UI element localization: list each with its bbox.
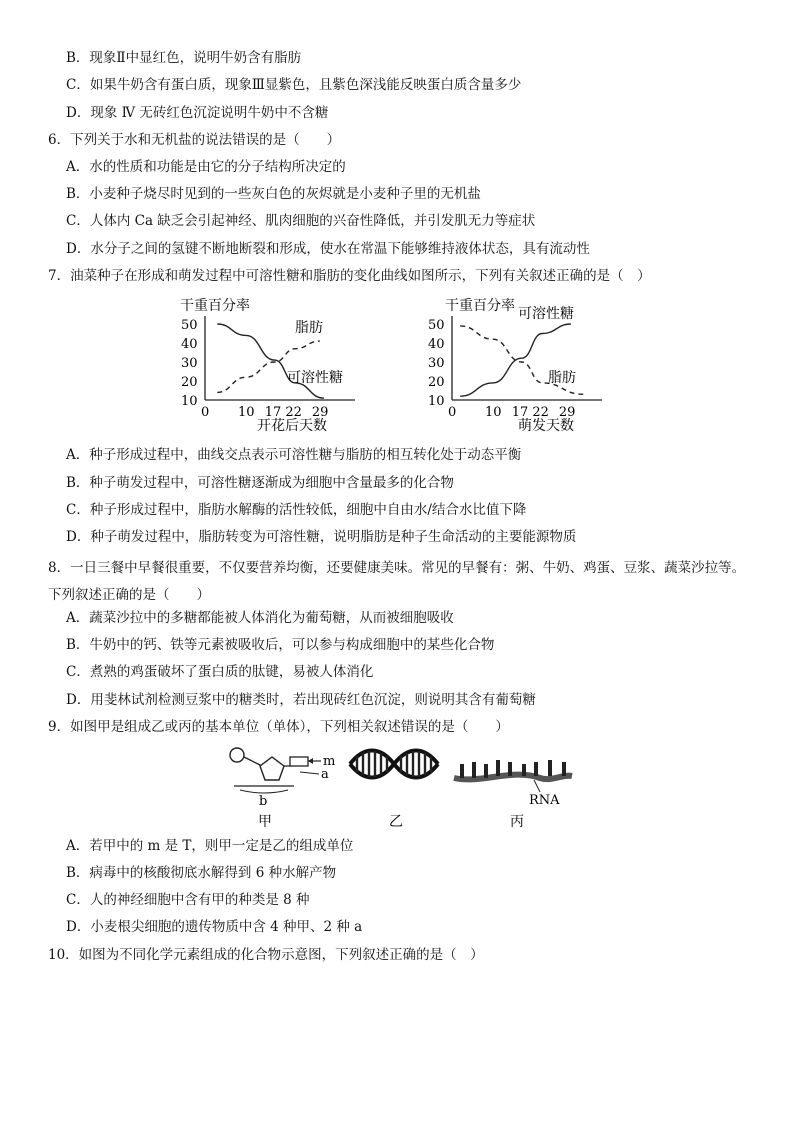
y-tick-label: 40: [428, 337, 445, 352]
q6-stem: 6．下列关于水和无机盐的说法错误的是（ ）: [48, 132, 341, 148]
y-tick-label: 40: [181, 337, 198, 352]
nucleotide-figure: [222, 744, 592, 830]
q7-option-d: D．种子萌发过程中，脂肪转变为可溶性糖，说明脂肪是种子生命活动的主要能源物质: [66, 529, 577, 545]
y-tick-label: 50: [181, 318, 198, 333]
label-jia: 甲: [258, 814, 272, 830]
x-tick-label: 29: [558, 405, 576, 420]
x-tick-label: 0: [201, 405, 210, 420]
q5-option-d: D．现象 Ⅳ 无砖红色沉淀说明牛奶中不含糖: [66, 105, 329, 121]
q8-option-b: B．牛奶中的钙、铁等元素被吸收后，可以参与构成细胞中的某些化合物: [66, 637, 495, 653]
q8-option-c: C．煮熟的鸡蛋破坏了蛋白质的肽键，易被人体消化: [66, 664, 374, 680]
y-tick-label: 30: [181, 356, 198, 371]
q5-option-b: B．现象Ⅱ中显红色，说明牛奶含有脂肪: [66, 50, 302, 66]
rna-single-strand: [454, 760, 572, 830]
label-rna: RNA: [529, 793, 560, 808]
nucleotide-monomer: [230, 748, 335, 830]
q6-option-d: D．水分子之间的氢键不断地断裂和形成，使水在常温下能够维持液体状态，具有流动性: [66, 241, 590, 257]
q8-option-d: D．用斐林试剂检测豆浆中的糖类时，若出现砖红色沉淀，则说明其含有葡萄糖: [66, 692, 536, 708]
q9-stem: 9．如图甲是组成乙或丙的基本单位（单体），下列相关叙述错误的是（ ）: [48, 719, 509, 735]
x-tick-label: 0: [448, 405, 457, 420]
q7-option-c: C．种子形成过程中，脂肪水解酶的活性较低，细胞中自由水/结合水比值下降: [66, 502, 527, 518]
chart2-ylabel: 干重百分率: [445, 298, 515, 314]
series-label: 脂肪: [548, 370, 576, 386]
label-bing: 丙: [510, 814, 524, 830]
y-tick-label: 20: [181, 375, 198, 390]
y-tick-label: 30: [428, 356, 445, 371]
q9-option-b: B．病毒中的核酸彻底水解得到 6 种水解产物: [66, 865, 337, 881]
label-b: b: [259, 794, 268, 809]
q10-stem: 10．如图为不同化学元素组成的化合物示意图，下列叙述正确的是（ ）: [48, 947, 484, 963]
chart-seed-formation: [175, 292, 385, 437]
chart-seed-germination: [420, 292, 630, 437]
x-tick-label: 29: [311, 405, 329, 420]
q6-option-c: C．人体内 Ca 缺乏会引起神经、肌肉细胞的兴奋性降低，并引发肌无力等症状: [66, 213, 536, 229]
x-tick-label: 10: [485, 405, 502, 420]
y-tick-label: 50: [428, 318, 445, 333]
x-tick-label: 10: [238, 405, 255, 420]
series-label: 可溶性糖: [287, 370, 343, 386]
q9-option-a: A．若甲中的 m 是 T，则甲一定是乙的组成单位: [66, 838, 354, 854]
y-tick-label: 10: [181, 394, 198, 409]
y-tick-label: 20: [428, 375, 445, 390]
q5-option-c: C．如果牛奶含有蛋白质，现象Ⅲ显紫色，且紫色深浅能反映蛋白质含量多少: [66, 77, 522, 93]
q7-option-a: A．种子形成过程中，曲线交点表示可溶性糖与脂肪的相互转化处于动态平衡: [66, 447, 522, 463]
q7-option-b: B．种子萌发过程中，可溶性糖逐渐成为细胞中含量最多的化合物: [66, 475, 454, 491]
q9-option-d: D．小麦根尖细胞的遗传物质中含 4 种甲、2 种 a: [66, 919, 363, 935]
q8-stem: 8．一日三餐中早餐很重要，不仅要营养均衡，还要健康美味。常见的早餐有：粥、牛奶、鸡蛋、豆浆、蔬菜沙拉等。下列叙述正确的是（ ）: [48, 560, 746, 603]
chart2-xlabel: 萌发天数: [518, 418, 574, 434]
q7-stem: 7．油菜种子在形成和萌发过程中可溶性糖和脂肪的变化曲线如图所示，下列有关叙述正确的是（ ）: [48, 268, 651, 284]
chart1-xlabel: 开花后天数: [257, 418, 327, 434]
x-tick-label: 17 22: [511, 405, 549, 420]
q6-option-a: A．水的性质和功能是由它的分子结构所决定的: [66, 159, 346, 175]
q8-option-a: A．蔬菜沙拉中的多糖都能被人体消化为葡萄糖，从而被细胞吸收: [66, 610, 454, 626]
label-yi: 乙: [389, 814, 403, 830]
q9-option-c: C．人的神经细胞中含有甲的种类是 8 种: [66, 892, 310, 908]
series-label: 脂肪: [295, 320, 323, 336]
series-label: 可溶性糖: [518, 306, 574, 322]
y-tick-label: 10: [428, 394, 445, 409]
label-a: a: [321, 767, 329, 782]
chart1-ylabel: 干重百分率: [180, 298, 250, 314]
x-tick-label: 17 22: [264, 405, 302, 420]
dna-double-helix: [350, 751, 438, 831]
label-m: m: [323, 754, 336, 769]
q6-option-b: B．小麦种子烧尽时见到的一些灰白色的灰烬就是小麦种子里的无机盐: [66, 186, 481, 202]
